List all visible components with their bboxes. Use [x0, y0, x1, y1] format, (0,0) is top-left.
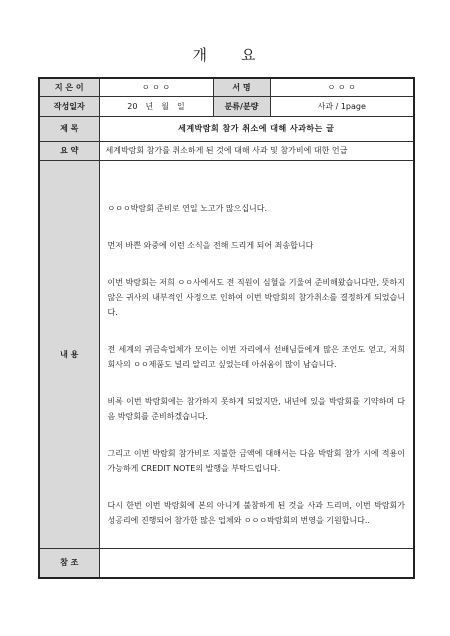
signature-value: ㅇ ㅇ ㅇ [270, 78, 414, 96]
category-value: 사과 / 1page [270, 96, 414, 116]
summary-row [39, 141, 414, 160]
date-year: 20 [127, 101, 138, 111]
author-label: 지 은 이 [39, 78, 99, 96]
author-row [39, 78, 414, 96]
content-body [99, 160, 414, 548]
document-title-char: 요 [241, 46, 258, 64]
author-value: ㅇ ㅇ ㅇ [99, 78, 213, 96]
subject-value: 세계박람회 참가 취소에 대해 사과하는 글 [99, 116, 414, 141]
content-paragraph: 이번 박람회는 저희 ㅇㅇ사에서도 전 직원이 심혈을 기울여 준비해왔습니다만, 뜻하지 않은 귀사의 내부적인 사정으로 인하여 이번 박람회의 참가취소를 결정하게 되었습니다. [107, 277, 405, 317]
date-value [99, 96, 213, 116]
content-paragraph: 비록 이번 박람회에는 참가하지 못하게 되었지만, 내년에 있을 박람회를 기약하며 다음 박람회를 준비하겠습니다. [107, 396, 405, 421]
document-title-char: 개 [192, 46, 209, 64]
content-label: 내 용 [39, 160, 99, 548]
category-label: 분류/분량 [213, 96, 270, 116]
date-row [39, 96, 414, 116]
subject-row [39, 116, 414, 141]
content-paragraph: 그리고 이번 박람회 참가비로 지불한 금액에 대해서는 다음 박람회 참가 시에 적용이 가능하게 CREDIT NOTE의 발행을 부탁드립니다. [107, 448, 405, 473]
content-paragraph: 다시 한번 이번 박람회에 본의 아니게 불참하게 된 것을 사과 드리며, 이번 박람회가 성공리에 진행되어 참가한 많은 업체와 ㅇㅇㅇ박람회의 번영을 기원합니다.. [107, 500, 405, 525]
date-year-unit: 년 [145, 101, 154, 111]
date-label: 작성일자 [39, 96, 99, 116]
content-paragraph: 전 세계의 귀금속업체가 모이는 이번 자리에서 선배님들에게 많은 조언도 얻고, 저희 회사의 ㅇㅇ제품도 널리 알리고 싶었는데 아쉬움이 많이 남습니다. [107, 344, 405, 369]
signature-label: 서 명 [213, 78, 270, 96]
date-day-unit: 일 [176, 101, 185, 111]
reference-value [99, 548, 414, 578]
summary-value: 세계박람회 참가를 취소하게 된 것에 대해 사과 및 참가비에 대한 언급 [99, 141, 414, 160]
document-title [0, 44, 450, 65]
reference-label: 참 조 [39, 548, 99, 578]
summary-form-table [38, 77, 415, 579]
content-row [39, 160, 414, 548]
summary-label: 요 약 [39, 141, 99, 160]
reference-row [39, 548, 414, 578]
subject-label: 제 목 [39, 116, 99, 141]
content-paragraph: ㅇㅇㅇ박람회 준비로 연일 노고가 많으십니다. [107, 203, 268, 213]
content-paragraph: 먼저 바쁜 와중에 이런 소식을 전해 드리게 되어 죄송합니다 [107, 240, 314, 250]
date-month-unit: 월 [161, 101, 169, 111]
